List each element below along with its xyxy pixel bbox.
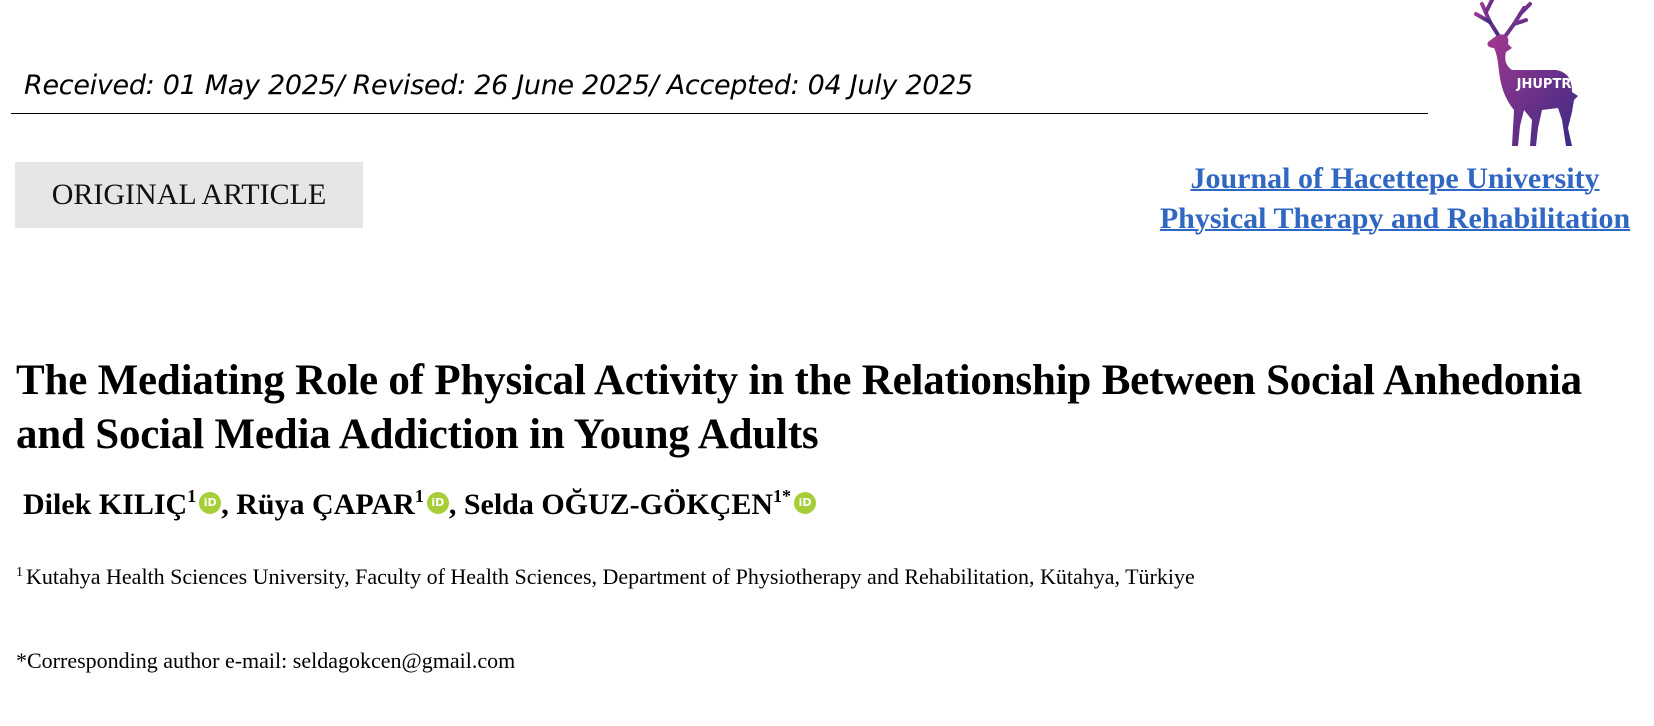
journal-name-line-1[interactable]: Journal of Hacettepe University	[1190, 162, 1600, 195]
journal-name-line-2[interactable]: Physical Therapy and Rehabilitation	[1159, 202, 1631, 235]
journal-name-link[interactable]	[1085, 159, 1654, 239]
logo-text: JHUPTR	[1516, 77, 1572, 92]
article-type-badge: ORIGINAL ARTICLE	[15, 162, 363, 228]
orcid-icon[interactable]: iD	[199, 492, 221, 514]
author-separator: ,	[221, 488, 237, 521]
article-title: The Mediating Role of Physical Activity in the Relationship Between Social Anhedonia and Social Media Addiction in Young Adults	[16, 357, 1582, 458]
corresponding-author-email: *Corresponding author e-mail: seldagokcen@gmail.com	[16, 648, 516, 673]
author-affiliation-marker: 1*	[773, 486, 792, 506]
manuscript-dates: Received: 01 May 2025/ Revised: 26 June 2025/ Accepted: 04 July 2025	[24, 70, 973, 101]
orcid-icon[interactable]: iD	[427, 492, 449, 514]
journal-logo	[1468, 0, 1590, 156]
affiliation	[16, 564, 1195, 590]
deer-icon	[1476, 0, 1578, 146]
author-affiliation-marker: 1	[187, 486, 197, 506]
author-name: Rüya ÇAPAR	[236, 488, 415, 521]
author-affiliation-marker: 1	[414, 486, 424, 506]
affiliation-text: Kutahya Health Sciences University, Faculty of Health Sciences, Department of Physiotherapy and Rehabilitation, Kütahya, Türkiye	[26, 564, 1195, 589]
affiliation-marker: 1	[16, 565, 23, 580]
orcid-icon[interactable]: iD	[794, 492, 816, 514]
author-name: Selda OĞUZ-GÖKÇEN	[463, 488, 774, 521]
author-separator: ,	[448, 488, 464, 521]
author-name: Dilek KILIÇ	[23, 488, 188, 521]
author-list	[23, 486, 816, 522]
header-divider	[11, 113, 1428, 114]
